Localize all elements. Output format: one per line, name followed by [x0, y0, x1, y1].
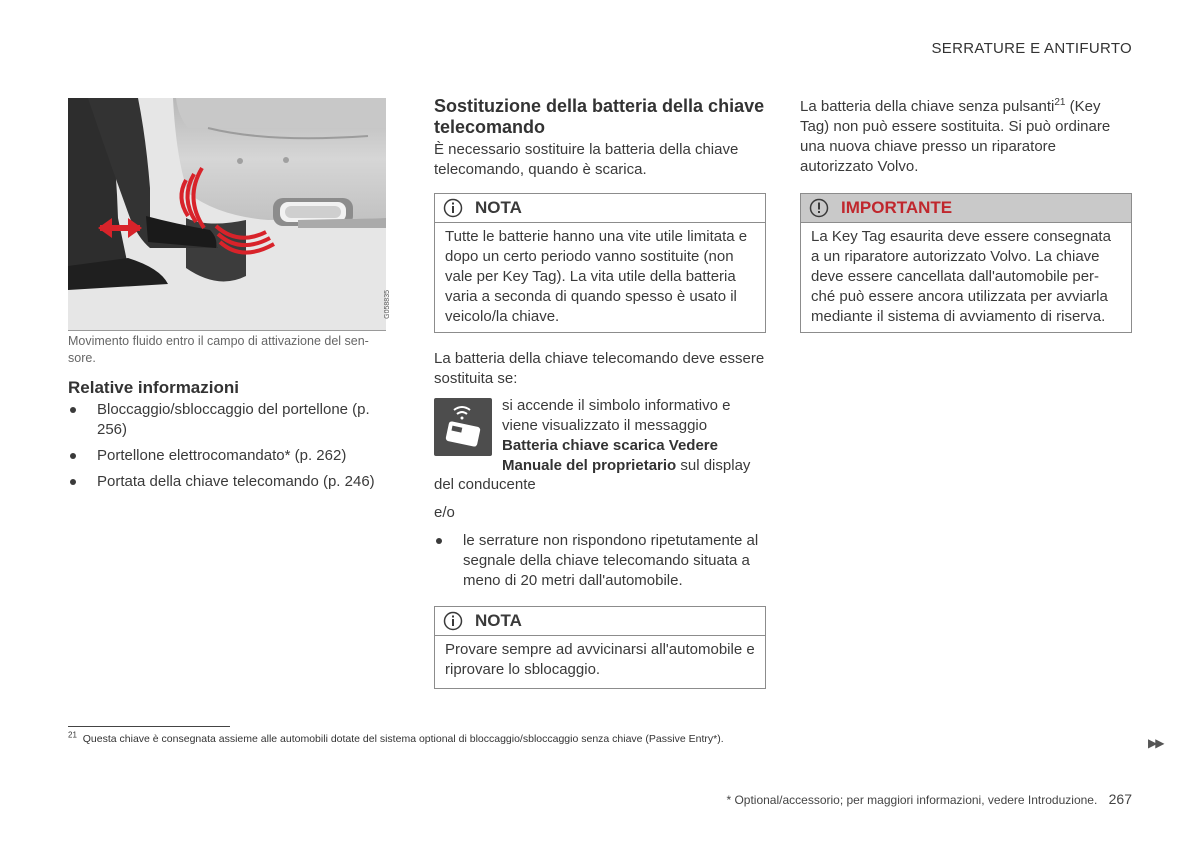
footnote-divider — [68, 726, 230, 727]
note-text: Provare sempre ad avvicinarsi all'automobile e riprovare lo sblocaggio. — [445, 641, 755, 678]
important-text: La Key Tag esaurita deve essere consegnata a un riparatore autorizzato Volvo. La chiave deve essere cancellata dall'automobile per-ché può essere ancora utilizzata per avviarla mediante il sistema di avviamento di riserva. — [811, 228, 1111, 325]
related-list — [68, 400, 398, 498]
section-intro: È necessario sostituire la batteria della chiave telecomando, quando è scarica. — [434, 141, 739, 178]
next-page-arrows-icon: ▶▶ — [1148, 736, 1163, 750]
important-label: IMPORTANTE — [841, 198, 953, 217]
section-header: SERRATURE E ANTIFURTO — [931, 40, 1132, 57]
warning-icon — [809, 198, 829, 218]
related-link-tailgate-lock[interactable]: Bloccaggio/sbloccaggio del portellone (p. 256) — [68, 400, 398, 440]
condition-bullet: le serrature non rispondono ripetutamente al segnale della chiave telecomando situata a meno di 20 metri dall'automobile. — [434, 531, 766, 591]
kick-sensor-illustration — [68, 98, 391, 331]
related-title: Relative informazioni — [68, 378, 239, 397]
footer-note: * Optional/accessorio; per maggiori informazioni, vedere Introduzione. — [726, 793, 1098, 807]
related-link-remote-range[interactable]: Portata della chiave telecomando (p. 246) — [68, 472, 398, 492]
symbol-description — [502, 396, 766, 476]
footnote-number: 21 — [68, 730, 77, 740]
symbol-message: Batteria chiave scarica Vedere Manuale del proprietario — [502, 437, 718, 474]
symbol-text-end: del conducente — [434, 476, 536, 493]
info-icon — [443, 198, 463, 218]
related-link-power-tailgate[interactable]: Portellone elettrocomandato* (p. 262) — [68, 446, 398, 466]
important-box — [800, 193, 1132, 333]
footnote-ref: 21 — [1054, 97, 1066, 108]
page-number: 267 — [1108, 791, 1132, 807]
condition-list — [434, 531, 766, 597]
info-icon — [443, 611, 463, 631]
symbol-text-post: sul display — [680, 457, 751, 474]
symbol-text-pre: si accende il simbolo informativo e viene visualizzato il messaggio — [502, 397, 731, 434]
condition-intro: La batteria della chiave telecomando deve essere sostituita se: — [434, 350, 765, 387]
note-text: Tutte le batterie hanno una vite utile limitata e dopo un certo periodo vanno sostituite (non vale per Key Tag). La vita utile della batteria varia a seconda di quando spesso è usato il veicolo/la chiave. — [445, 228, 748, 325]
note-label: NOTA — [475, 198, 522, 217]
key-tag-paragraph — [800, 97, 1132, 177]
key-tag-text-a: La batteria della chiave senza pulsanti — [800, 98, 1055, 115]
figure-caption: Movimento fluido entro il campo di attivazione del sen-sore. — [68, 334, 369, 365]
figure-code: G058835 — [384, 290, 391, 319]
note-label: NOTA — [475, 611, 522, 630]
section-title: Sostituzione della batteria della chiave telecomando — [434, 96, 765, 137]
note-box-approach — [434, 606, 766, 689]
or-text: e/o — [434, 504, 455, 521]
footnote-text: Questa chiave è consegnata assieme alle automobili dotate del sistema optional di bloccaggio/sbloccaggio senza chiave (Passive Entry*). — [82, 733, 724, 745]
key-tag-text-b: (Key Tag) non può essere sostituita. Si può ordinare una nuova chiave presso un riparatore autorizzato Volvo. — [800, 98, 1111, 175]
footnote — [68, 730, 724, 745]
note-box-battery-life — [434, 193, 766, 333]
page-footer — [726, 791, 1132, 807]
key-battery-low-icon — [434, 398, 492, 456]
